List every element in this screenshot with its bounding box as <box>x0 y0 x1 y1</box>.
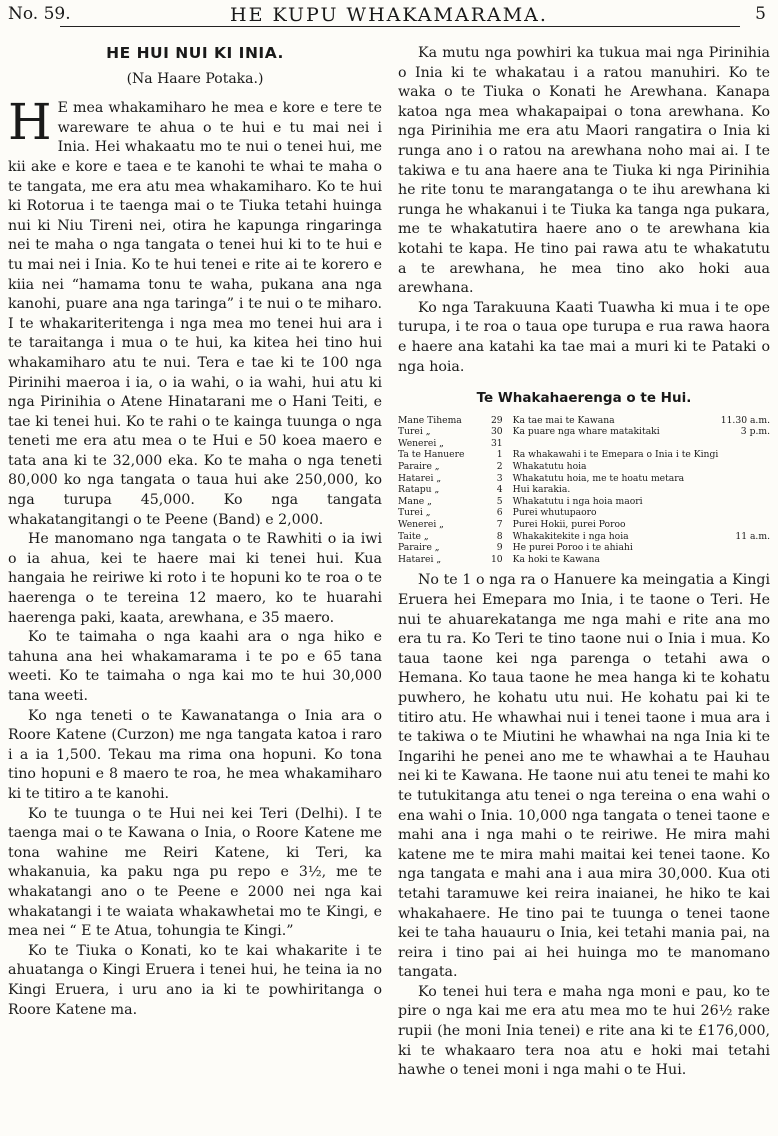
paragraph: No te 1 o nga ra o Hanuere ka meingatia a Kingi Eruera hei Emepara mo Inia, i te taone o Teri. He nui te ahuarekatanga me nga mahi e rite ana mo era tu ra. Ko Teri te tino taone nui o Inia i mua. Ko taua taone kei nga parenga o tetahi awa o Hemana. Ko taua taone he mea hanga ki te kohatu puwhero, he kohatu utu nui. He kohatu pai ki te titiro atu. He whawhai nui i tenei taone i mua ara i te takiwa o te Miutini he whawhai na nga Inia ki te Ingarihi he penei ano me te whawhai a te Hauhau nei ki te Kawana. He taone nui atu tenei te mahi ko te tutukitanga atu tenei o nga tereina o ena wahi o ena wahi o Inia. 10,000 nga tangata o tenei taone e mahi ana i nga mahi o te reiriwe. He mira mahi katene me te mira mahi maitai kei tenei taone. Ko nga tangata e mahi ana i aua mira 30,000. Kua oti tetahi taramuwe kei reira inaianei, he hiko te kai whakahaere. He tino pai te tuunga o tenei taone kei te taha hauauru o Inia, kei tetahi mania pai, na reira i tino pai ai hei huinga mo te manomano tangata. <box>398 572 770 981</box>
schedule-title: Te Whakahaerenga o te Hui. <box>476 390 692 407</box>
header-rule <box>60 26 740 27</box>
page-number: 5 <box>755 4 766 24</box>
publication-title: HE KUPU WHAKAMARAMA. <box>230 4 548 26</box>
table-row: Mane „ 5 Whakatutu i nga hoia maori <box>398 495 643 507</box>
paragraph: Ko te tuunga o te Hui nei kei Teri (Delhi). I te taenga mai o te Kawana o Inia, o Roore Katene me tona wahine me Reiri Katene, ki Teri, ka whakanuia, ka paku nga pu repo e 3½, me te whakatangi ano o te Peene e 2000 nei nga kai whakatangi i te waiata whakawhetai mo te Kingi, e mea nei “ E te Atua, tohungia te Kingi.” <box>8 805 382 940</box>
paragraph: Ko te taimaha o nga kaahi ara o nga hiko e tahuna ana hei whakamarama i te po e 65 tana weeti. Ko te taimaha o nga kai mo te hui 30,000 tana weeti. <box>8 629 382 704</box>
schedule-table <box>398 415 770 566</box>
table-row: Paraire „ 9 He purei Poroo i te ahiahi <box>398 542 633 554</box>
article-byline: (Na Haare Potaka.) <box>126 70 264 87</box>
article-title: HE HUI NUI KI INIA. <box>106 44 284 62</box>
paragraph: Ka mutu nga powhiri ka tukua mai nga Pirinihia o Inia ki te whakatau i a ratou manuhiri. Ko te waka o te Tiuka o Konati he Arewhana. Kanapa katoa nga mea whakapaipai o tona arewhana. Ko nga Pirinihia me era atu Maori rangatira o Inia ki runga ano i o ratou na arewhana noho mai ai. I te takiwa e tu ana haere ana te Tiuka ki nga Pirinihia he rite tonu te marangatanga o te ihu arewhana ki runga he whakanui i te Tiuka ka tanga nga pukara, me te whakatutira haere ano o te arewhana kia kotahi te kapa. He tino pai rawa atu te whakatutu a te arewhana, he mea tino ako hoki aua arewhana. <box>398 45 770 297</box>
table-row: Hatarei „ 10 Ka hoki te Kawana <box>398 553 600 565</box>
table-row: Mane Tihema 29 Ka tae mai te Kawana 11.30 a.m. <box>398 414 770 426</box>
page-header <box>0 0 778 34</box>
table-row: Taite „ 8 Whakakitekite i nga hoia 11 a.m. <box>398 530 770 542</box>
paragraph: He manomano nga tangata o te Rawhiti o ia iwi o ia ahua, kei te haere mai ki tenei hui. Kua hangaia he reiriwe ki roto i te hopuni ko te roa o te haerenga o te tereina 12 maero, ko te huarahi haerenga paki, kaata, arewhana, e 35 maero. <box>8 531 382 626</box>
issue-number: No. 59. <box>8 4 71 24</box>
paragraph: Ko te Tiuka o Konati, ko te kai whakarite i te ahuatanga o Kingi Eruera i tenei hui, he teina ia no Kingi Eruera, i uru ano ia ki te powhiritanga o Roore Katene ma. <box>8 942 382 1018</box>
paragraph: Ko nga Tarakuuna Kaati Tuawha ki mua i te ope turupa, i te roa o taua ope turupa e rua rawa haora e haere ana katahi ka tae mai a muri ki te Pataki o nga hoia. <box>398 299 770 375</box>
table-row: Turei „ 6 Purei whutupaoro <box>398 507 597 519</box>
table-row: Ta te Hanuere 1 Ra whakawahi i te Emepara o Inia i te Kingi <box>398 449 719 461</box>
drop-cap: H <box>8 93 52 152</box>
table-row: Hatarei „ 3 Whakatutu hoia, me te hoatu metara <box>398 472 685 484</box>
table-row: Turei „ 30 Ka puare nga whare matakitaki 3 p.m. <box>398 426 770 438</box>
table-row: Paraire „ 2 Whakatutu hoia <box>398 461 587 473</box>
left-column <box>8 44 382 1020</box>
paragraph: H E mea whakamiharo he mea e kore e tere te wareware te ahua o te hui e tu mai nei i Inia. Hei whakaatu mo te nui o tenei hui, me kii ake e kore e taea e te kanohi te whai te maha o te tangata, me era atu mea whakamiharo. Ko te hui ki Rotorua i te taenga mai o te Tiuka tetahi huinga nui ki Niu Tireni nei, otira he kapunga ringaringa nei te maha o nga tangata o tenei hui ki to te hui e tu mai nei i Inia. Ko te hui tenei e rite ai te korero e kiia nei “hamama tonu te waha, pukana ana nga kanohi, puare ana nga taringa” i te nui o te miharo. I te whakariteritenga i nga mea mo tenei hui ara i te taraitanga i mua o te hui, ka kitea hei tino hui whakamiharo atu te nui. Tera e tae ki te 100 nga Pirinihi maeroa i ia, o ia wahi, o ia wahi, hui atu ki nga Pirinihia o Atene Hinatarani me o Hani Teiti, e tae ki tenei hui. Ko te rahi o te kainga tuunga o nga teneti me era atu mea o te Hui e 50 koea maero e tata ana ki te 32,000 eka. Ko te maha o nga teneti 80,000 ko nga tangata o taua hui ake 250,000, ko nga turupa 45,000. Ko nga tangata whakatangitangi o te Peene (Band) e 2,000. <box>8 93 382 528</box>
table-row: Wenerei „ 7 Purei Hokii, purei Poroo <box>398 519 626 531</box>
table-row: Ratapu „ 4 Hui karakia. <box>398 484 571 496</box>
paragraph: Ko tenei hui tera e maha nga moni e pau, ko te pire o nga kai me era atu mea mo te hui 26½ rake rupii (he moni Inia tenei) e rite ana ki te £176,000, ki te whakaaro tera noa atu e hoki mai tetahi hawhe o tenei moni i nga mahi o te Hui. <box>398 983 770 1079</box>
table-row: Wenerei „ 31 <box>398 437 503 449</box>
paragraph: Ko nga teneti o te Kawanatanga o Inia ara o Roore Katene (Curzon) me nga tangata katoa i raro i a ia 1,500. Tekau ma rima ona hopuni. Ko tona tino hopuni e 8 maero te roa, he mea whakamiharo ki te titiro a te kanohi. <box>8 707 382 802</box>
right-column <box>398 44 770 1081</box>
